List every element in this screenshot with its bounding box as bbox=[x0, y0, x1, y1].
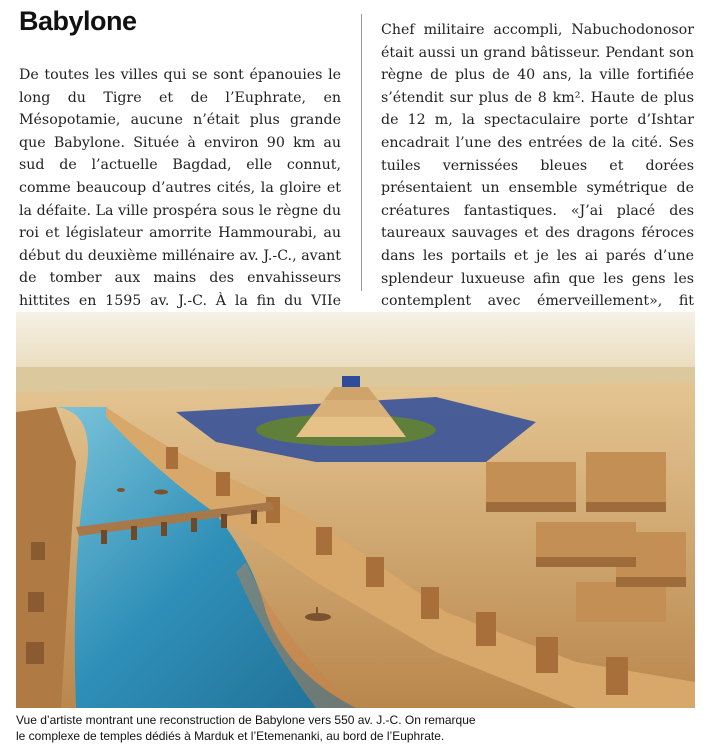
caption-line-1: Vue d’artiste montrant une reconstruction de Babylone vers 550 av. J.-C. On remarque bbox=[16, 713, 476, 727]
figure-caption bbox=[16, 712, 696, 744]
column-divider bbox=[361, 14, 362, 291]
babylon-illustration bbox=[16, 312, 695, 708]
article-title: Babylone bbox=[19, 6, 137, 36]
caption-line-2: le complexe de temples dédiés à Marduk et l’Etemenanki, au bord de l’Euphrate. bbox=[16, 729, 445, 743]
paragraph-left: De toutes les villes qui se sont épanouies le long du Tigre et de l’Euphrate, en Mésopotamie, aucune n’était plus grande que Babylone. Située à environ 90 km au sud de l’actuelle Bagdad, elle connut, comme beaucoup d’autres cités, la gloire et la défaite. La ville prospéra sous le règne du roi et législateur amorrite Hammourabi, au début du deuxième millénaire av. J.-C., avant de tomber aux mains des envahisseurs hittites en 1595 av. J.-C. À la fin du VIIe bbox=[19, 67, 341, 309]
paragraph-right: Chef militaire accompli, Nabuchodonosor était aussi un grand bâtisseur. Pendant son règne de plus de 40 ans, la ville fortifiée s’étendit sur plus de 8 km². Haute de plus de 12 m, la spectaculaire porte d’Ishtar encadrait l’une des entrées de la cité. Ses tuiles vernissées bleues et dorées présentaient un ensemble symétrique de créatures fantastiques. «J’ai placé des taureaux sauvages et des dragons féroces dans les portails et je les ai parés d’une splendeur luxueuse afin que les gens les contemplent avec émerveillement», fit bbox=[381, 22, 694, 310]
